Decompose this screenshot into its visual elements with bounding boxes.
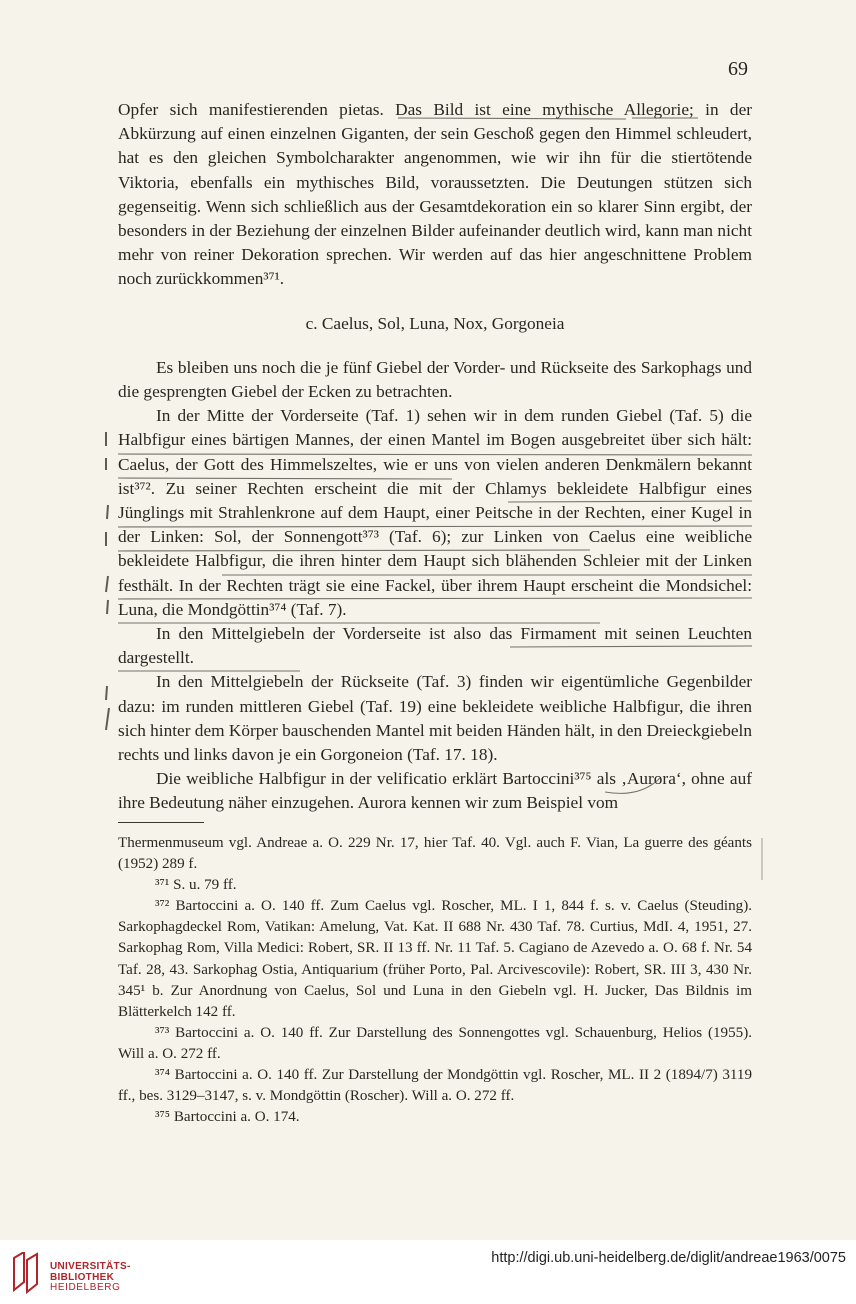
- paragraph: In den Mittelgiebeln der Rückseite (Taf. 3) finden wir eigentümliche Gegenbilder dazu: im runden mittleren Giebel (Taf. 19) eine bekleidete weibliche Halbfigur, die ihren sich hinter dem Körper bauschenden Mantel mit beiden Händen hält, in den Dreieckgiebeln rechts und links davon je ein Gorgoneion (Taf. 17. 18).: [118, 672, 752, 765]
- footnote: ³⁷⁴ Bartoccini a. O. 140 ff. Zur Darstellung der Mondgöttin vgl. Roscher, ML. II 2 (1894/7) 3119 ff., bes. 3129–3147, s. v. Mondgöttin (Roscher). Will a. O. 272 ff.: [118, 1067, 752, 1105]
- paragraph: Es bleiben uns noch die je fünf Giebel der Vorder- und Rückseite des Sarkophags und die gesprengten Giebel der Ecken zu betrachten.: [118, 357, 752, 402]
- paragraph: Die weibliche Halbfigur in der velificatio erklärt Bartoccini³⁷⁵ als ‚Aurora‘, ohne auf ihre Bedeutung näher einzugehen. Aurora kennen wir zum Beispiel vom: [118, 769, 752, 813]
- library-logo-text: [50, 1262, 131, 1294]
- footnote: Thermenmuseum vgl. Andreae a. O. 229 Nr. 17, hier Taf. 40. Vgl. auch F. Vian, La guerre des géants (1952) 289 f.: [118, 835, 752, 873]
- logo-line: BIBLIOTHEK: [50, 1271, 115, 1283]
- footnote: ³⁷⁵ Bartoccini a. O. 174.: [155, 1109, 300, 1126]
- library-logo-icon: [10, 1252, 44, 1296]
- section-heading: c. Caelus, Sol, Luna, Nox, Gorgoneia: [305, 313, 565, 333]
- footnote: ³⁷² Bartoccini a. O. 140 ff. Zum Caelus vgl. Roscher, ML. I 1, 844 f. s. v. Caelus (Steuding). Sarkophagdeckel Rom, Vatikan: Amelung, Vat. Kat. II 688 Nr. 430 Taf. 78. Curtius, MdI. 4, 1951, 27. Sarkophag Rom, Villa Medici: Robert, SR. II 13 ff. Nr. 11 Taf. 5. Cagiano de Azevedo a. O. 68 f. Nr. 54 Taf. 28, 43. Sarkophag Ostia, Antiquarium (früher Porto, Pal. Arcivescovile): Robert, SR. III 3, 430 Nr. 345¹ b. Zur Anordnung von Caelus, Sol und Luna in den Giebeln vgl. H. Jucker, Das Bildnis im Blätterkelch 142 ff.: [118, 898, 752, 1020]
- page-number: 69: [728, 58, 748, 80]
- footnote: ³⁷³ Bartoccini a. O. 140 ff. Zur Darstellung des Sonnengottes vgl. Schauenburg, Helios (1955). Will a. O. 272 ff.: [118, 1024, 752, 1062]
- footnote-rule: [118, 822, 204, 823]
- footnote: ³⁷¹ S. u. 79 ff.: [155, 877, 237, 894]
- paragraph: Opfer sich manifestierenden pietas. Das Bild ist eine mythische Allegorie; in der Abkürzung auf einen einzelnen Giganten, der sein Geschoß gegen den Himmel schleudert, hat es den gleichen Symbolcharakter angenommen, wie wir ihn für die stiertötende Viktoria, ebenfalls ein mythisches Bild, voraussetzten. Die Deutungen stützen sich gegenseitig. Wenn sich schließlich aus der Gesamtdekoration ein so klarer Sinn ergibt, der besonders in der Beziehung der einzelnen Bilder aufeinander deutlich wird, kann man nicht mehr von reiner Dekoration sprechen. Wir werden auf das hier angeschnittene Problem noch zurückkommen³⁷¹.: [118, 100, 752, 289]
- source-url[interactable]: http://digi.ub.uni-heidelberg.de/diglit/andreae1963/0075: [491, 1250, 846, 1266]
- paragraph: In der Mitte der Vorderseite (Taf. 1) sehen wir in dem runden Giebel (Taf. 5) die Halbfigur eines bärtigen Mannes, der einen Mantel im Bogen ausgebreitet über sich hält: Caelus, der Gott des Himmelszeltes, wie er uns von vielen anderen Denkmälern bekannt ist³⁷². Zu seiner Rechten erscheint die mit der Chlamys bekleidete Halbfigur eines Jünglings mit Strahlenkrone auf dem Haupt, einer Peitsche in der Rechten, einer Kugel in der Linken: Sol, der Sonnengott³⁷³ (Taf. 6); zur Linken von Caelus eine weibliche bekleidete Halbfigur, die ihren hinter dem Haupt sich blähenden Schleier mit der Linken festhält. In der Rechten trägt sie eine Fackel, über ihrem Haupt erscheint die Mondsichel: Luna, die Mondgöttin³⁷⁴ (Taf. 7).: [118, 406, 752, 619]
- logo-line: HEIDELBERG: [50, 1282, 121, 1293]
- paragraph: In den Mittelgiebeln der Vorderseite ist also das Firmament mit seinen Leuchten dargestellt.: [118, 624, 752, 668]
- footnotes: [118, 833, 752, 1128]
- logo-line: UNIVERSITÄTS-: [50, 1261, 131, 1272]
